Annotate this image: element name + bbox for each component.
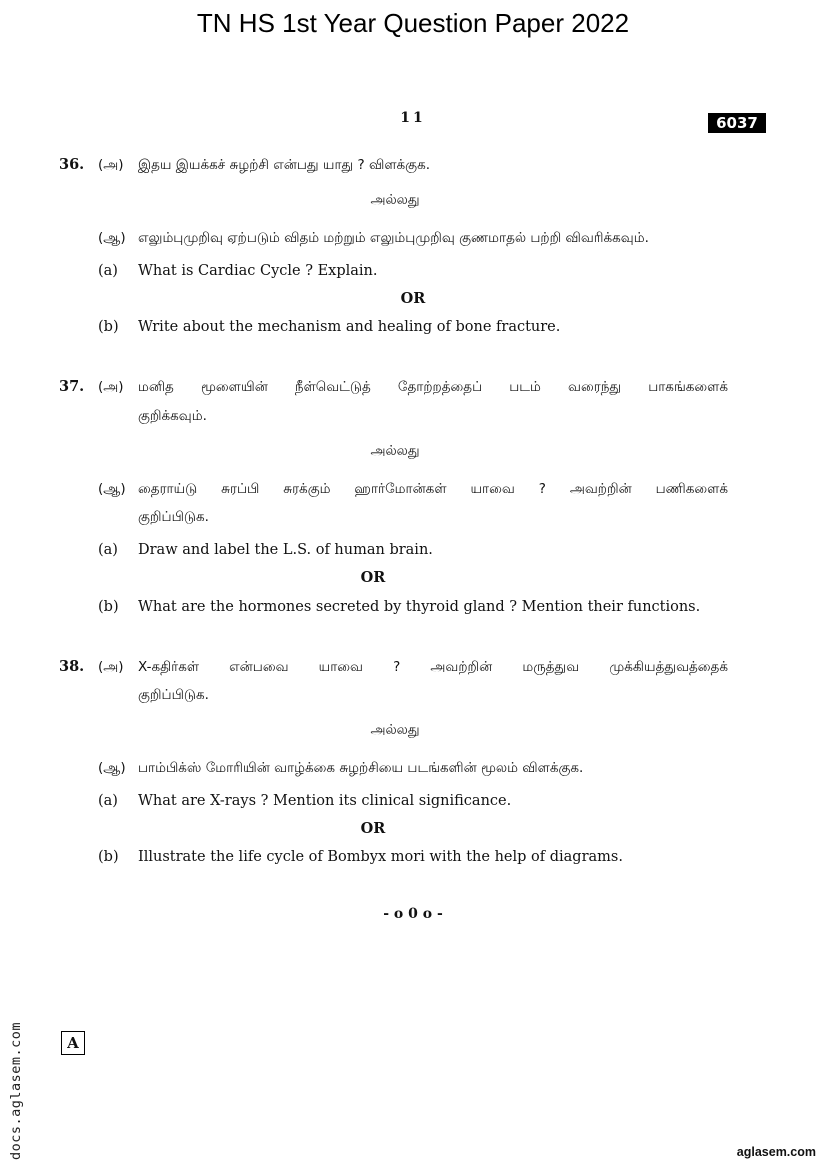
- english-or-separator: OR: [360, 820, 386, 837]
- english-or-separator: OR: [360, 569, 386, 586]
- english-option-a-marker: (a): [98, 542, 118, 558]
- english-option-a-text: What are X-rays ? Mention its clinical significance.: [138, 793, 512, 809]
- tamil-option-a-text: X-கதிர்கள் என்பவை யாவை ? அவற்றின் மருத்துவ முக்கியத்துவத்தைக்: [138, 659, 728, 675]
- question-number: 36.: [59, 156, 85, 173]
- paper-code-badge: 6037: [708, 113, 766, 133]
- tamil-option-b-text-continued: குறிப்பிடுக.: [138, 509, 209, 525]
- question-number: 37.: [59, 378, 85, 395]
- english-option-a-marker: (a): [98, 793, 118, 809]
- tamil-or-separator: அல்லது: [370, 722, 420, 738]
- side-watermark: docs.aglasem.com: [8, 1021, 24, 1160]
- tamil-option-a-text: இதய இயக்கச் சுழற்சி என்பது யாது ? விளக்குக.: [138, 157, 431, 173]
- english-option-b-marker: (b): [98, 319, 119, 335]
- tamil-option-b-text: தைராய்டு சுரப்பி சுரக்கும் ஹார்மோன்கள் யாவை ? அவற்றின் பணிகளைக்: [138, 481, 728, 497]
- english-option-b-marker: (b): [98, 599, 119, 615]
- tamil-option-a-text-continued: குறிப்பிடுக.: [138, 687, 209, 703]
- page-title: TN HS 1st Year Question Paper 2022: [196, 8, 630, 38]
- tamil-option-a-text: மனித மூளையின் நீள்வெட்டுத் தோற்றத்தைப் படம் வரைந்து பாகங்களைக்: [138, 379, 728, 395]
- english-option-b-text: Illustrate the life cycle of Bombyx mori with the help of diagrams.: [138, 849, 623, 865]
- question-number: 38.: [59, 658, 85, 675]
- tamil-option-a-text-continued: குறிக்கவும்.: [138, 408, 207, 424]
- tamil-option-b-marker: (ஆ): [98, 760, 126, 776]
- tamil-option-b-text: பாம்பிக்ஸ் மோரியின் வாழ்க்கை சுழற்சியை படங்களின் மூலம் விளக்குக.: [138, 760, 584, 776]
- end-of-paper-mark: - o 0 o -: [383, 906, 443, 922]
- english-or-separator: OR: [400, 290, 426, 307]
- english-option-b-text: Write about the mechanism and healing of bone fracture.: [138, 319, 561, 335]
- tamil-or-separator: அல்லது: [370, 443, 420, 459]
- tamil-option-a-marker: (அ): [98, 659, 124, 675]
- english-option-a-text: Draw and label the L.S. of human brain.: [138, 542, 433, 558]
- tamil-option-a-marker: (அ): [98, 157, 124, 173]
- footer-site-label: aglasem.com: [736, 1145, 816, 1159]
- tamil-option-a-marker: (அ): [98, 379, 124, 395]
- english-option-a-text: What is Cardiac Cycle ? Explain.: [138, 263, 378, 279]
- tamil-option-b-text: எலும்புமுறிவு ஏற்படும் விதம் மற்றும் எலும்புமுறிவு குணமாதல் பற்றி விவரிக்கவும்.: [138, 230, 649, 246]
- english-option-b-marker: (b): [98, 849, 119, 865]
- tamil-option-b-marker: (ஆ): [98, 481, 126, 497]
- tamil-or-separator: அல்லது: [370, 192, 420, 208]
- boxed-letter: A: [61, 1031, 85, 1055]
- english-option-b-text: What are the hormones secreted by thyroid gland ? Mention their functions.: [138, 599, 701, 615]
- page-number: 11: [400, 110, 426, 126]
- english-option-a-marker: (a): [98, 263, 118, 279]
- tamil-option-b-marker: (ஆ): [98, 230, 126, 246]
